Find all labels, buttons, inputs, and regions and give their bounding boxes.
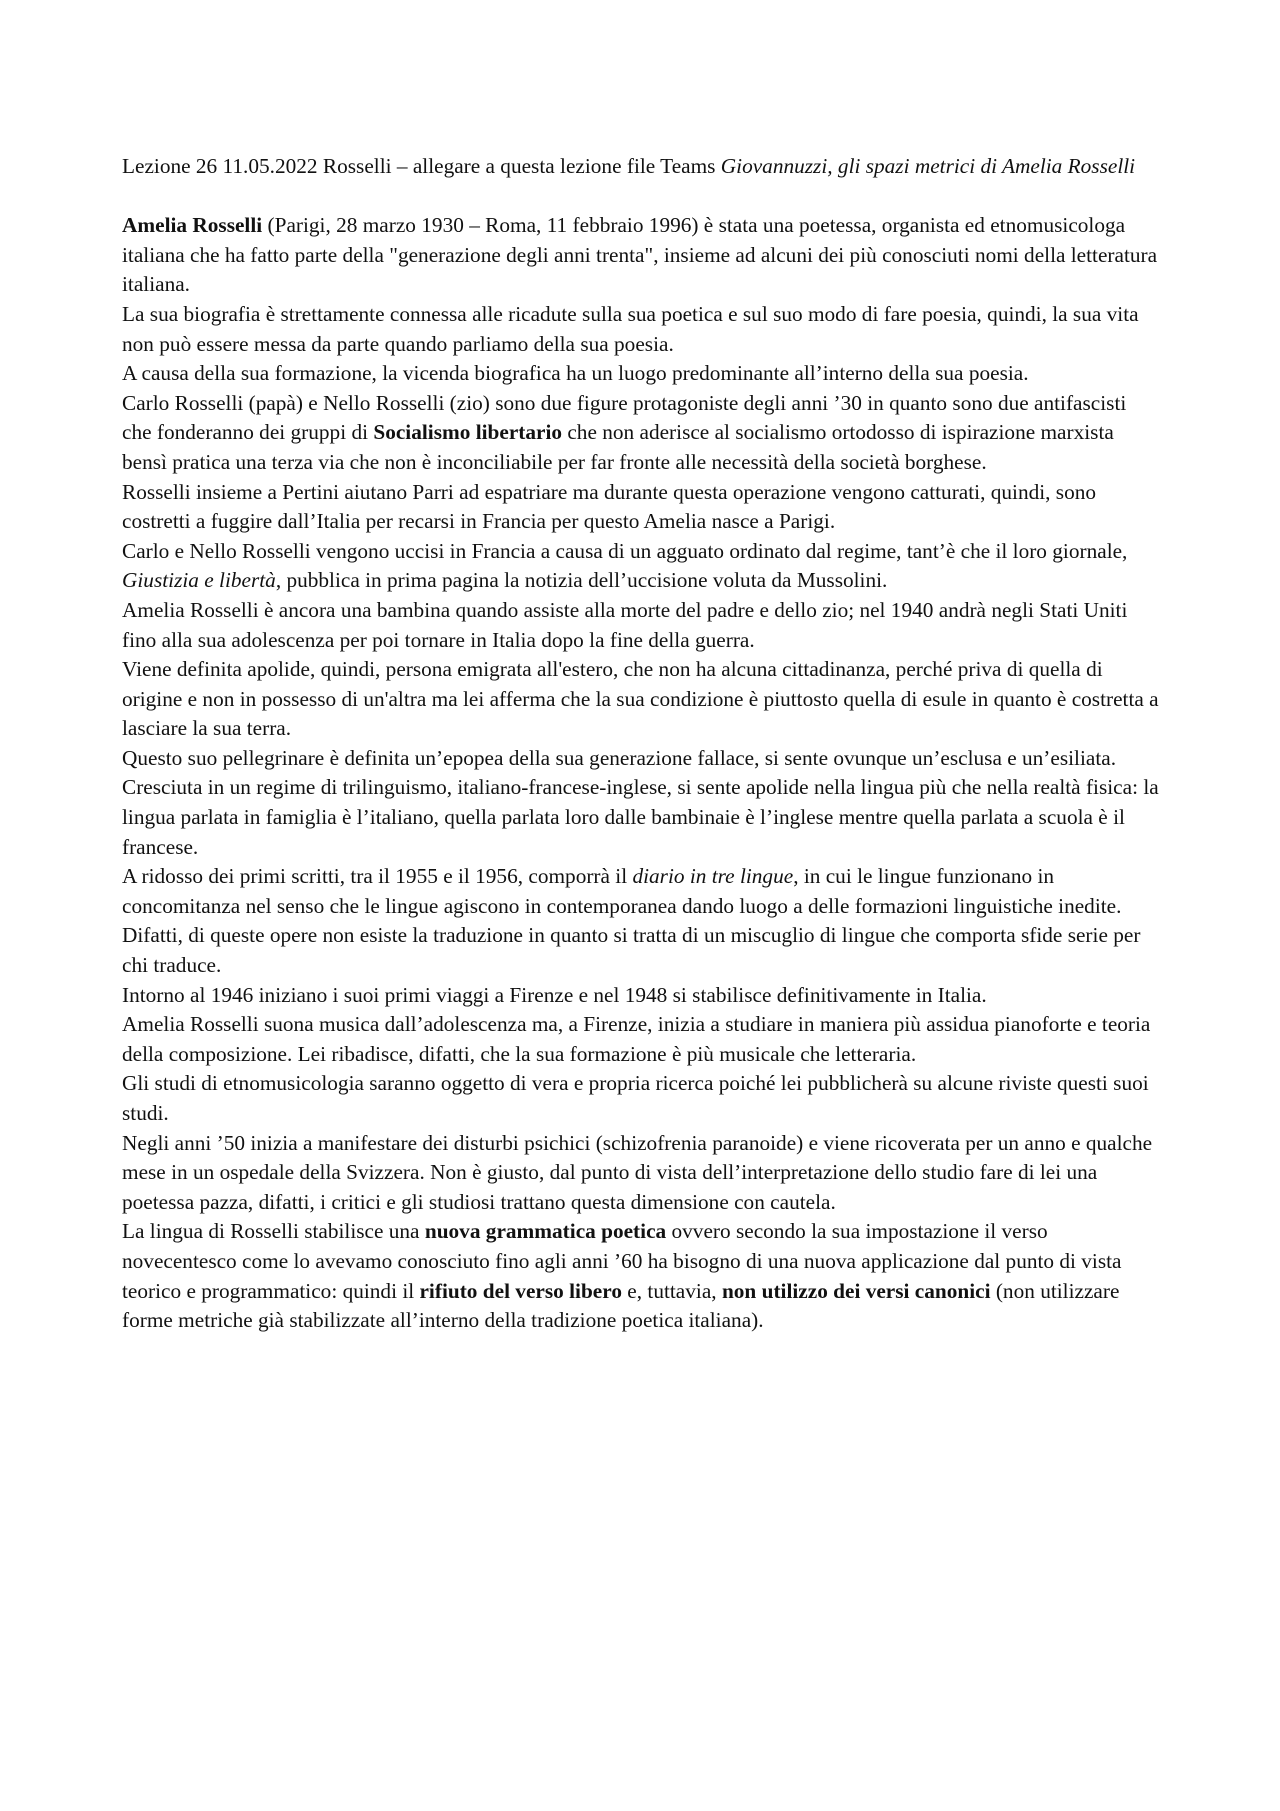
paragraph-text: Difatti, di queste opere non esiste la traduzione in quanto si tratta di un miscuglio di lingue che comporta sfide serie per chi traduce. — [122, 923, 1141, 978]
paragraph-text: Questo suo pellegrinare è definita un’epopea della sua generazione fallace, si sente ovunque un’esclusa e un’esiliata. — [122, 745, 1117, 770]
paragraph — [122, 1129, 1160, 1218]
paragraph — [122, 921, 1160, 980]
paragraph-text: Carlo Rosselli (papà) e Nello Rosselli (zio) sono due figure protagoniste degli anni ’30 in quanto sono due antifascisti che fonderanno dei gruppi di — [122, 390, 1127, 445]
paragraph-text: La sua biografia è strettamente connessa alle ricadute sulla sua poetica e sul suo modo di fare poesia, quindi, la sua vita non può essere messa da parte quando parliamo della sua poesia. — [122, 301, 1139, 356]
paragraph — [122, 981, 1160, 1011]
italic-text: Giustizia e libertà — [122, 568, 276, 593]
paragraph-text: A causa della sua formazione, la vicenda biografica ha un luogo predominante all’interno della sua poesia. — [122, 361, 1029, 386]
paragraph-text: (non utilizzare forme metriche già stabilizzate all’interno della tradizione poetica italiana). — [122, 1278, 1120, 1333]
paragraph — [122, 862, 1160, 921]
paragraph-text: Carlo e Nello Rosselli vengono uccisi in Francia a causa di un agguato ordinato dal regime, tant’è che il loro giornale, — [122, 538, 1128, 563]
italic-text: diario in tre lingue — [632, 864, 794, 889]
paragraph — [122, 1217, 1160, 1335]
paragraph-text: , pubblica in prima pagina la notizia dell’uccisione voluta da Mussolini. — [275, 568, 888, 593]
bold-text: non utilizzo dei versi canonici — [721, 1278, 991, 1303]
paragraph — [122, 478, 1160, 537]
paragraph-text: Gli studi di etnomusicologia saranno oggetto di vera e propria ricerca poiché lei pubblicherà su alcune riviste questi suoi studi. — [122, 1071, 1149, 1125]
bold-text: Socialismo libertario — [373, 420, 563, 445]
lesson-heading-text: Lezione 26 11.05.2022 Rosselli – allegare a questa lezione file Teams — [122, 154, 721, 178]
paragraph-text: La lingua di Rosselli stabilisce una — [122, 1219, 425, 1244]
bold-text: Amelia Rosselli — [122, 213, 263, 238]
paragraph-text: (Parigi, 28 marzo 1930 – Roma, 11 febbraio 1996) è stata una poetessa, organista ed etnomusicologa italiana che ha fatto parte della "generazione degli anni trenta", insieme ad alcuni dei più conosciuti nomi della letteratura italiana. — [122, 213, 1158, 297]
paragraph — [122, 744, 1160, 774]
paragraph — [122, 1069, 1160, 1128]
paragraph-text: che non aderisce al socialismo ortodosso di ispirazione marxista bensì pratica una terza via che non è inconciliabile per far fronte alle necessità della società borghese. — [122, 420, 1114, 474]
paragraph — [122, 596, 1160, 655]
bold-text: rifiuto del verso libero — [419, 1278, 622, 1303]
paragraph — [122, 300, 1160, 359]
bold-text: nuova grammatica poetica — [424, 1219, 667, 1244]
paragraph — [122, 655, 1160, 744]
lesson-heading — [122, 152, 1160, 182]
paragraph — [122, 359, 1160, 389]
document-body — [122, 211, 1160, 1336]
paragraph — [122, 211, 1160, 300]
paragraph-text: Cresciuta in un regime di trilinguismo, italiano-francese-inglese, si sente apolide nella lingua più che nella realtà fisica: la lingua parlata in famiglia è l’italiano, quella parlata loro dalle bambinaie è l’inglese mentre quella parlata a scuola è il francese. — [122, 775, 1159, 859]
paragraph — [122, 1010, 1160, 1069]
paragraph — [122, 773, 1160, 862]
paragraph-text: Viene definita apolide, quindi, persona emigrata all'estero, che non ha alcuna cittadinanza, perché priva di quella di origine e non in possesso di un'altra ma lei afferma che la sua condizione è piuttosto quella di esule in quanto è costretta a lasciare la sua terra. — [122, 657, 1159, 741]
paragraph-text: Rosselli insieme a Pertini aiutano Parri ad espatriare ma durante questa operazione vengono catturati, quindi, sono costretti a fuggire dall’Italia per recarsi in Francia per questo Amelia nasce a Parigi. — [122, 479, 1097, 534]
paragraph-text: e, tuttavia, — [621, 1278, 722, 1303]
paragraph-text: Negli anni ’50 inizia a manifestare dei disturbi psichici (schizofrenia paranoide) e viene ricoverata per un anno e qualche mese in un ospedale della Svizzera. Non è giusto, dal punto di vista dell’interpretazione dello studio fare di lei una poetessa pazza, difatti, i critici e gli studiosi trattano questa dimensione con cautela. — [122, 1130, 1153, 1214]
paragraph — [122, 389, 1160, 478]
paragraph-text: Amelia Rosselli suona musica dall’adolescenza ma, a Firenze, inizia a studiare in maniera più assidua pianoforte e teoria della composizione. Lei ribadisce, difatti, che la sua formazione è più musicale che letteraria. — [122, 1012, 1151, 1066]
paragraph — [122, 537, 1160, 596]
paragraph-text: ovvero secondo la sua impostazione il verso novecentesco come lo avevamo conosciuto fino agli anni ’60 ha bisogno di una nuova applicazione dal punto di vista teorico e programmatico: quindi il — [122, 1219, 1122, 1303]
paragraph-text: Intorno al 1946 iniziano i suoi primi viaggi a Firenze e nel 1948 si stabilisce definitivamente in Italia. — [122, 982, 987, 1007]
lesson-heading-reference: Giovannuzzi, gli spazi metrici di Amelia Rosselli — [720, 154, 1136, 178]
paragraph-text: A ridosso dei primi scritti, tra il 1955 e il 1956, comporrà il — [122, 864, 633, 889]
paragraph-text: Amelia Rosselli è ancora una bambina quando assiste alla morte del padre e dello zio; nel 1940 andrà negli Stati Uniti fino alla sua adolescenza per poi tornare in Italia dopo la fine della guerra. — [122, 597, 1128, 652]
paragraph-text: , in cui le lingue funzionano in concomitanza nel senso che le lingue agiscono in contemporanea dando luogo a delle formazioni linguistiche inedite. — [122, 864, 1122, 918]
